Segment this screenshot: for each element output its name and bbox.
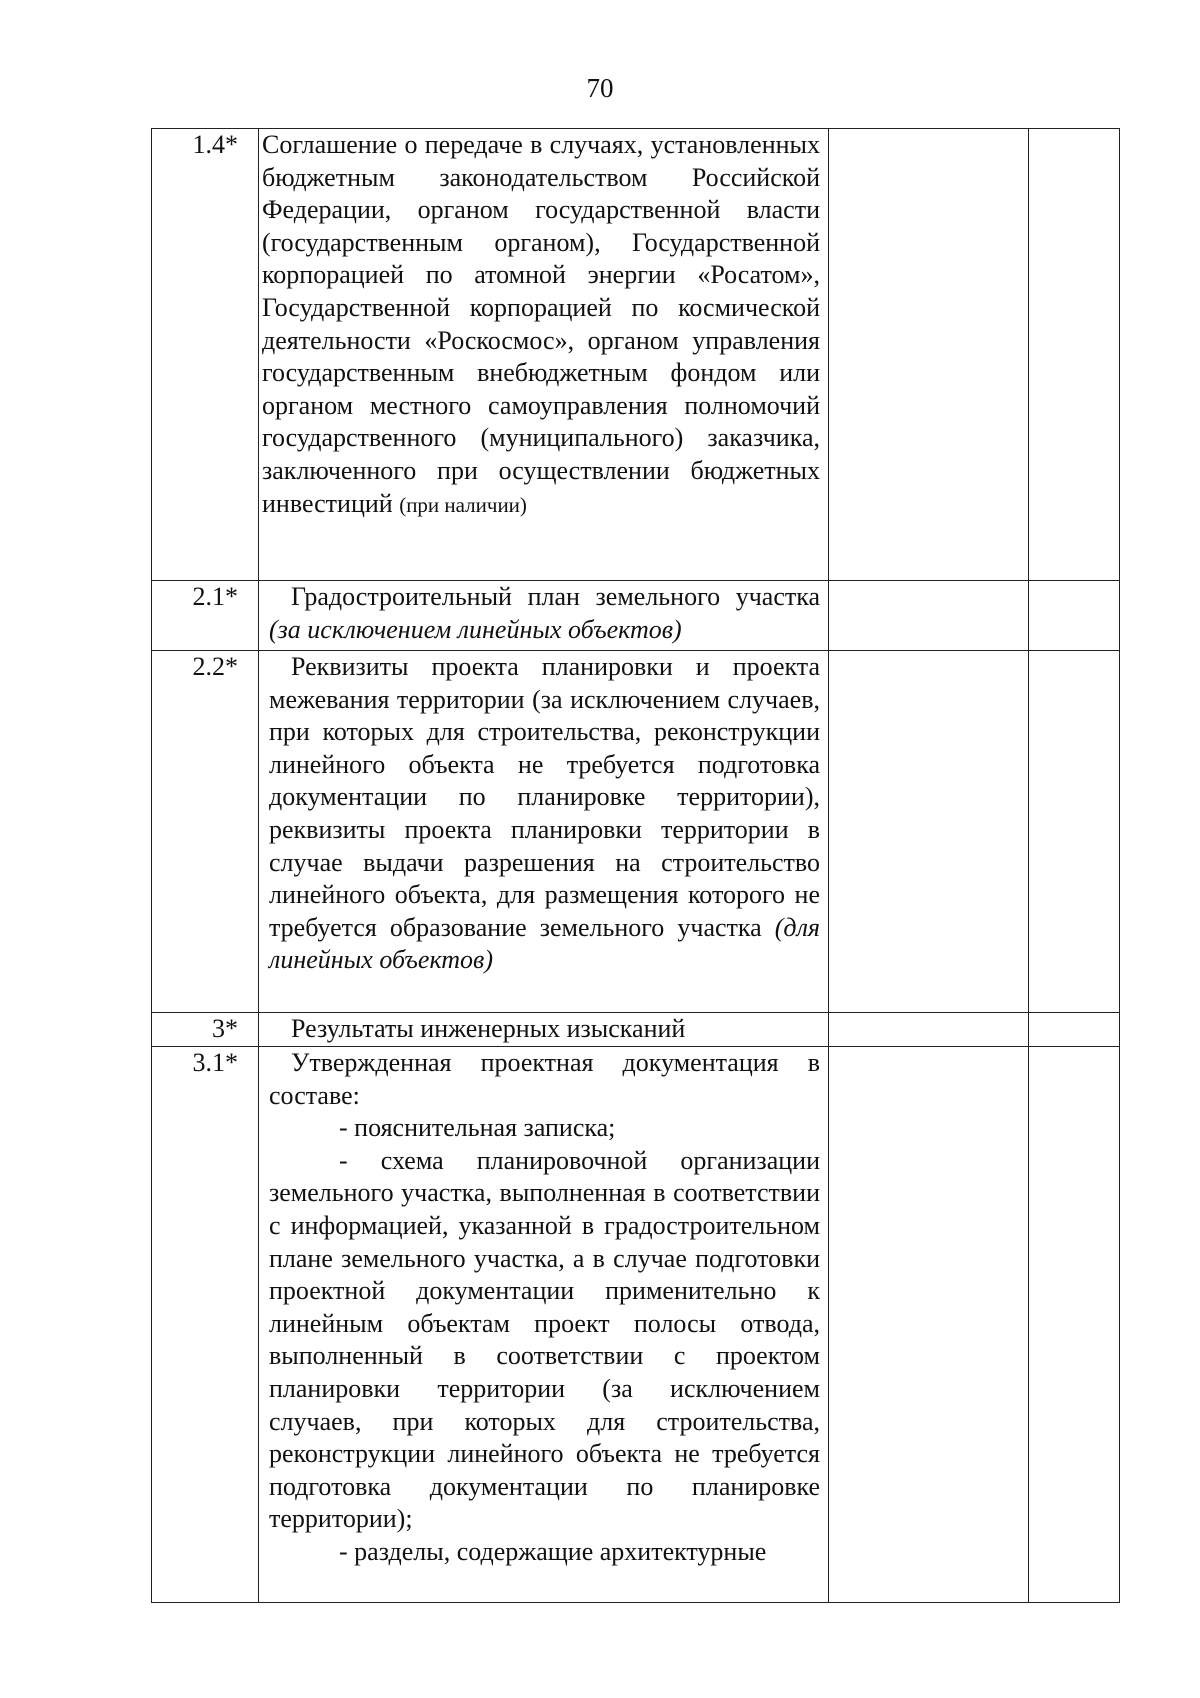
list-item: - разделы, содержащие архитектурные xyxy=(339,1536,767,1566)
row-note: (за исключением линейных объектов) xyxy=(269,614,682,644)
row-text: Реквизиты проекта планировки и проекта межевания территории (за исключением случаев, при которых для строительства, реконструкции линейного объекта не требуется подготовка документации по планировке территории), реквизиты проекта планировки территории в случае выдачи разрешения на строительство линейного объекта, для размещения которого не требуется образование земельного участка (для линейных объектов) xyxy=(269,652,820,975)
row-number: 3.1* xyxy=(152,1047,259,1603)
row-description xyxy=(259,1047,829,1603)
row-number: 1.4* xyxy=(152,129,259,581)
row-note: (при наличии) xyxy=(399,492,527,517)
row-text: Градостроительный план земельного участка (за исключением линейных объектов) xyxy=(269,582,820,644)
row-number: 3* xyxy=(152,1013,259,1047)
row-description xyxy=(259,1013,829,1047)
empty-cell xyxy=(1029,1047,1120,1603)
row-text: Утвержденная проектная документация в составе: xyxy=(269,1048,820,1110)
table-row xyxy=(152,1047,1120,1603)
list-item: - пояснительная записка; xyxy=(339,1113,616,1143)
row-description xyxy=(259,129,829,581)
empty-cell xyxy=(829,1013,1029,1047)
empty-cell xyxy=(1029,129,1120,581)
page-number: 70 xyxy=(586,73,614,103)
empty-cell xyxy=(1029,1013,1120,1047)
row-text: Результаты инженерных изысканий xyxy=(291,1014,686,1043)
empty-cell xyxy=(829,581,1029,651)
row-description xyxy=(259,651,829,1013)
list-item: - схема планировочной организации земельного участка, выполненная в соответствии с информацией, указанной в градостроительном плане земельного участка, а в случае подготовки проектной документации применительно к линейным объектам проект полосы отвода, выполненный в соответствии с проектом планировки территории (за исключением случаев, при которых для строительства, реконструкции линейного объекта не требуется подготовка документации по планировке территории); xyxy=(269,1145,820,1534)
empty-cell xyxy=(1029,581,1120,651)
row-number: 2.2* xyxy=(152,651,259,1013)
empty-cell xyxy=(1029,651,1120,1013)
table-row xyxy=(152,129,1120,581)
table-row xyxy=(152,581,1120,651)
table-row xyxy=(152,651,1120,1013)
document-table xyxy=(151,128,1120,1603)
empty-cell xyxy=(829,129,1029,581)
empty-cell xyxy=(829,651,1029,1013)
empty-cell xyxy=(829,1047,1029,1603)
table-row xyxy=(152,1013,1120,1047)
row-note: (для линейных объектов) xyxy=(269,912,820,975)
row-description xyxy=(259,581,829,651)
row-text: Соглашение о передаче в случаях, установленных бюджетным законодательством Российской Федерации, органом государственной власти (государственным органом), Государственной корпорацией по атомной энергии «Росатом», Государственной корпорацией по космической деятельности «Роскосмос», органом управления государственным внебюджетным фондом или органом местного самоуправления полномочий государственного (муниципального) заказчика, заключенного при осуществлении бюджетных инвестиций (при наличии) xyxy=(262,130,820,518)
row-number: 2.1* xyxy=(152,581,259,651)
